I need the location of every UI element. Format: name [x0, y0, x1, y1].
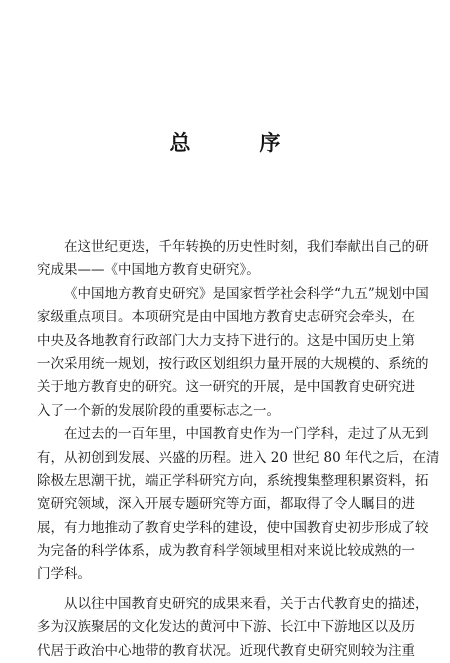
paragraph-line: 从以往中国教育史研究的成果来看，关于古代教育史的描述， [64, 595, 429, 612]
preface-body [37, 236, 440, 663]
paragraph-line: 多为汉族聚居的文化发达的黄河中下游、长江中下游地区以及历 [37, 619, 415, 636]
paragraph-1 [37, 236, 429, 283]
paragraph-line: 宽研究领域，深入开展专题研究等方面，都取得了令人瞩目的进 [37, 496, 415, 513]
paragraph-line: 中央及各地教育行政部门大力支持下进行的。这是中国历史上第 [37, 332, 415, 349]
page-title: 总 序 [169, 130, 305, 155]
paragraph-line: 代居于政治中心地带的教育状况。近现代教育史研究则较为注重 [37, 642, 415, 659]
paragraph-line: 在过去的一百年里，中国教育史作为一门学科，走过了从无到 [64, 426, 429, 443]
paragraph-2 [37, 283, 429, 423]
paragraph-line: 有，从初创到发展、兴盛的历程。进入 20 世纪 80 年代之后，在清 [37, 449, 440, 466]
paragraph-4 [37, 593, 429, 663]
paragraph-3 [37, 423, 440, 587]
paragraph-line: 门学科。 [37, 566, 91, 583]
paragraph-line: 展，有力地推动了教育史学科的建设，使中国教育史初步形成了较 [37, 519, 429, 536]
paragraph-line: 家级重点项目。本项研究是由中国地方教育史志研究会牵头，在 [37, 309, 415, 326]
paragraph-line: 入了一个新的发展阶段的重要标志之一。 [37, 402, 280, 419]
paragraph-line: 关于地方教育史的研究。这一研究的开展，是中国教育史研究进 [37, 379, 415, 396]
paragraph-line: 在这世纪更迭，千年转换的历史性时刻，我们奉献出自己的研 [64, 239, 429, 255]
paragraph-line: 一次采用统一规划，按行政区划组织力量开展的大规模的、系统的 [37, 355, 429, 372]
paragraph-line: 除极左思潮干扰，端正学科研究方向，系统搜集整理积累资料，拓 [37, 472, 429, 489]
paragraph-line: 究成果——《中国地方教育史研究》。 [37, 262, 260, 279]
paragraph-line: 《中国地方教育史研究》是国家哲学社会科学“九五”规划中国 [64, 285, 429, 302]
paragraph-line: 为完备的科学体系，成为教育科学领域里相对来说比较成熟的一 [37, 543, 415, 560]
